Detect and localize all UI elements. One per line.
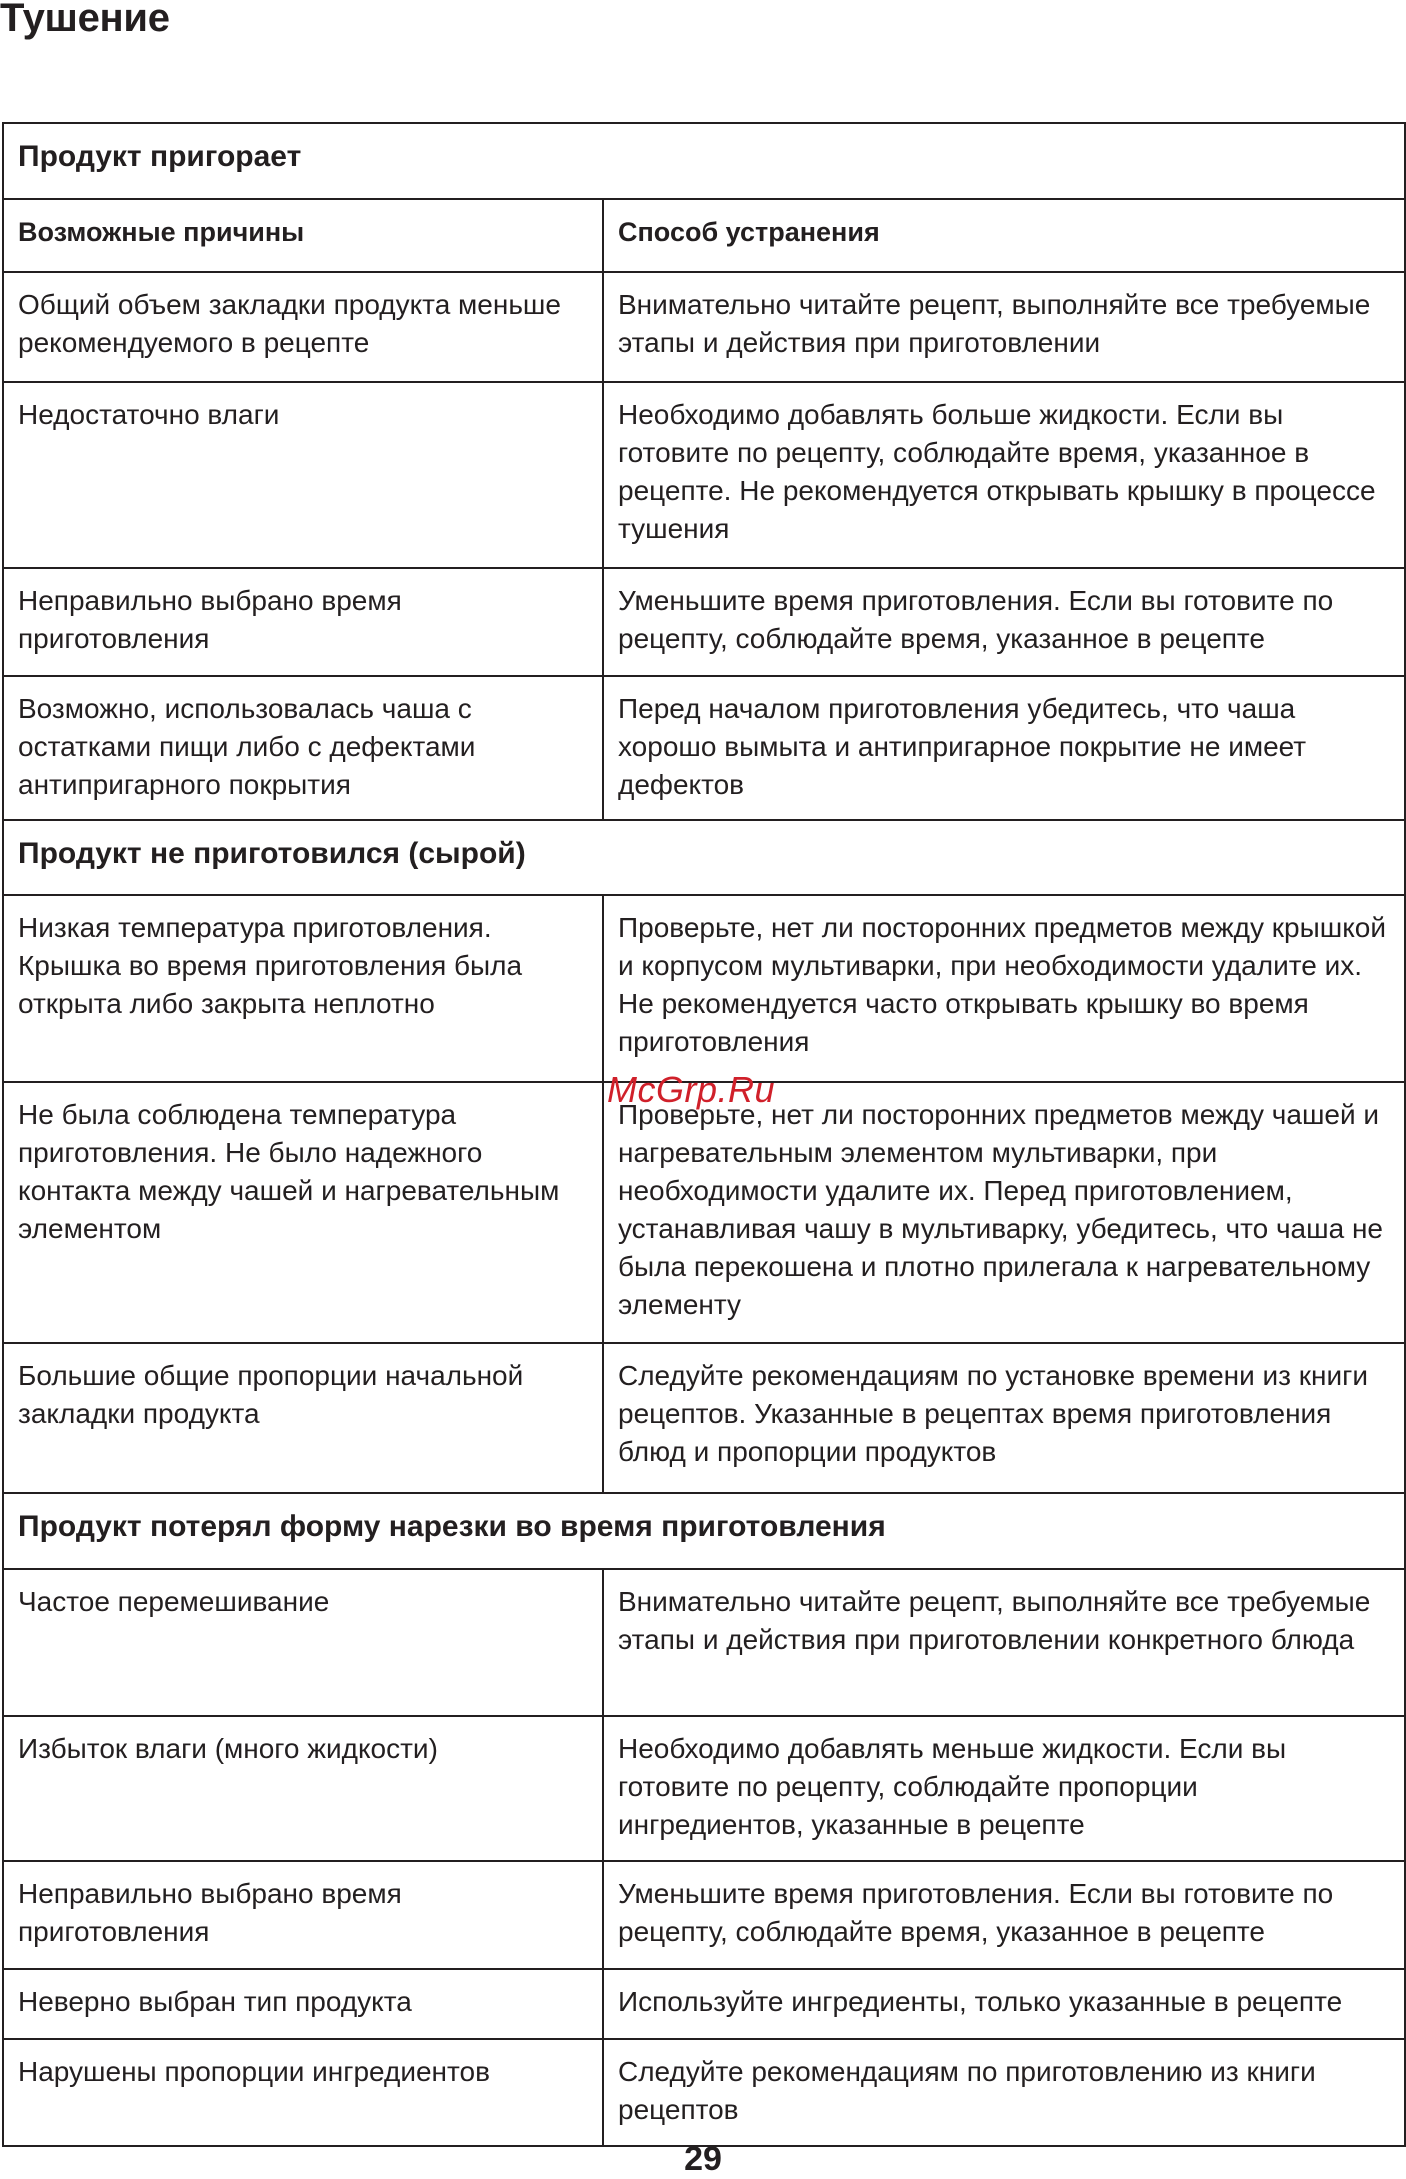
table-row [3,1861,1405,1969]
header-causes: Возможные причины [3,199,603,272]
table-row [3,676,1405,820]
section-heading [3,123,1405,199]
cause-cell: Возможно, использовалась чаша с остатками пищи либо с дефектами антипригарного покрытия [3,676,603,820]
table-row [3,895,1405,1082]
solution-cell: Следуйте рекомендациям по приготовлению из книги рецептов [603,2039,1405,2146]
cause-cell: Нарушены пропорции ингредиентов [3,2039,603,2146]
watermark: McGrp.Ru [607,1069,776,1110]
solution-cell: Проверьте, нет ли посторонних предметов между крышкой и корпусом мультиварки, при необходимости удалите их. Не рекомендуется часто открывать крышку во время приготовления [603,895,1405,1082]
cause-cell: Низкая температура приготовления. Крышка во время приготовления была открыта либо закрыта неплотно [3,895,603,1082]
header-solutions: Способ устранения [603,199,1405,272]
solution-cell: Необходимо добавлять меньше жидкости. Если вы готовите по рецепту, соблюдайте пропорции ингредиентов, указанные в рецепте [603,1716,1405,1861]
solution-cell: Используйте ингредиенты, только указанные в рецепте [603,1969,1405,2039]
solution-cell: Внимательно читайте рецепт, выполняйте все требуемые этапы и действия при приготовлении конкретного блюда [603,1569,1405,1716]
table-row [3,1343,1405,1493]
page-number: 29 [684,2140,722,2178]
section-heading-text: Продукт потерял форму нарезки во время приготовления [3,1493,1405,1569]
cause-cell: Не была соблюдена температура приготовления. Не было надежного контакта между чашей и нагревательным элементом [3,1082,603,1343]
cause-cell: Общий объем закладки продукта меньше рекомендуемого в рецепте [3,272,603,382]
solution-cell: Уменьшите время приготовления. Если вы готовите по рецепту, соблюдайте время, указанное в рецепте [603,1861,1405,1969]
table-row [3,1969,1405,2039]
section-heading-text: Продукт пригорает [3,123,1405,199]
solution-cell: Проверьте, нет ли посторонних предметов между чашей и нагревательным элементом мультиварки, при необходимости удалите их. Перед приготовлением, устанавливая чашу в мультиварку, убедитесь, что чаша не была перекошена и плотно прилегала к нагревательному элементу [603,1082,1405,1343]
solution-cell: Следуйте рекомендациям по установке времени из книги рецептов. Указанные в рецептах время приготовления блюд и пропорции продуктов [603,1343,1405,1493]
solution-cell: Уменьшите время приготовления. Если вы готовите по рецепту, соблюдайте время, указанное в рецепте [603,568,1405,676]
solution-cell: Внимательно читайте рецепт, выполняйте все требуемые этапы и действия при приготовлении [603,272,1405,382]
cause-cell: Недостаточно влаги [3,382,603,568]
cause-cell: Большие общие пропорции начальной закладки продукта [3,1343,603,1493]
cause-cell: Избыток влаги (много жидкости) [3,1716,603,1861]
table-header-row [3,199,1405,272]
table-row [3,568,1405,676]
section-heading [3,1493,1405,1569]
solution-cell: Необходимо добавлять больше жидкости. Если вы готовите по рецепту, соблюдайте время, указанное в рецепте. Не рекомендуется открывать крышку в процессе тушения [603,382,1405,568]
section-heading-text: Продукт не приготовился (сырой) [3,820,1405,895]
table-row [3,1082,1405,1343]
cause-cell: Неправильно выбрано время приготовления [3,568,603,676]
cause-cell: Неверно выбран тип продукта [3,1969,603,2039]
troubleshooting-table [2,122,1406,2147]
table-row [3,2039,1405,2146]
section-heading [3,820,1405,895]
table-row [3,1569,1405,1716]
cause-cell: Частое перемешивание [3,1569,603,1716]
table-row [3,1716,1405,1861]
page-title: Тушение [0,0,170,40]
solution-cell: Перед началом приготовления убедитесь, что чаша хорошо вымыта и антипригарное покрытие не имеет дефектов [603,676,1405,820]
table-row [3,272,1405,382]
cause-cell: Неправильно выбрано время приготовления [3,1861,603,1969]
table-row [3,382,1405,568]
